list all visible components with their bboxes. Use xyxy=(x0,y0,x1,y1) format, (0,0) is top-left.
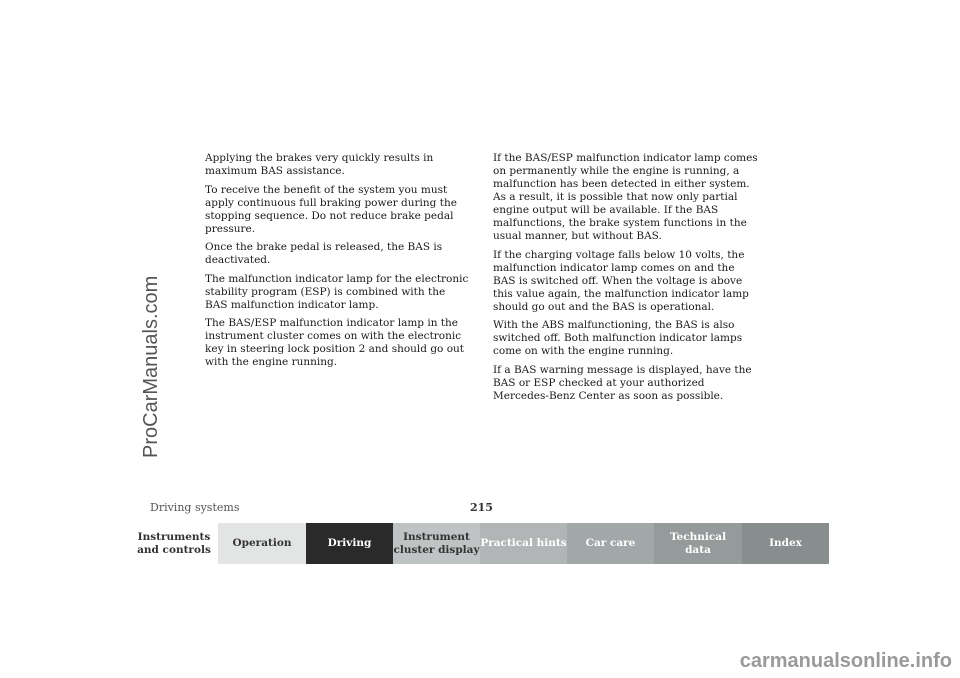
section-title: Driving systems xyxy=(150,501,240,514)
paragraph: If the BAS/ESP malfunction indicator lamp comes on permanently while the engine is running, a malfunction has been detected in either system. As a result, it is possible that now only partial engine output will be available. If the BAS malfunctions, the brake system functions in the usual manner, but without BAS. xyxy=(493,152,758,242)
paragraph: If a BAS warning message is displayed, have the BAS or ESP checked at your authorized Mercedes-Benz Center as soon as possible. xyxy=(493,363,752,402)
paragraph: With the ABS malfunctioning, the BAS is also switched off. Both malfunction indicator lamps come on with the engine running. xyxy=(493,319,743,357)
paragraph: Once the brake pedal is released, the BAS is deactivated. xyxy=(205,241,443,266)
right-text-column xyxy=(493,152,758,408)
paragraph: Applying the brakes very quickly results in maximum BAS assistance. xyxy=(205,152,434,177)
left-text-column xyxy=(205,152,470,375)
page-number: 215 xyxy=(470,501,493,514)
tab-index[interactable]: Index xyxy=(742,523,829,564)
side-watermark: ProCarManuals.com xyxy=(140,275,162,458)
tab-instrument-cluster-display[interactable]: Instrument cluster display xyxy=(393,523,480,564)
tab-operation[interactable]: Operation xyxy=(218,523,306,564)
paragraph: To receive the benefit of the system you must apply continuous full braking power during the stopping sequence. Do not reduce brake pedal pressure. xyxy=(205,183,457,235)
chapter-tabs xyxy=(130,523,829,564)
paragraph: The BAS/ESP malfunction indicator lamp in the instrument cluster comes on with the electronic key in steering lock position 2 and should go out with the engine running. xyxy=(205,317,465,368)
tab-technical-data[interactable]: Technical data xyxy=(654,523,742,564)
tab-driving[interactable]: Driving xyxy=(306,523,393,564)
paragraph: If the charging voltage falls below 10 volts, the malfunction indicator lamp comes on and the BAS is switched off. When the voltage is above this value again, the malfunction indicator lamp should go out and the BAS is operational. xyxy=(493,248,749,313)
tab-practical-hints[interactable]: Practical hints xyxy=(480,523,567,564)
tab-instruments-and-controls[interactable]: Instruments and controls xyxy=(130,523,218,564)
footer-watermark: carmanualsonline.info xyxy=(739,650,952,672)
paragraph: The malfunction indicator lamp for the electronic stability program (ESP) is combined with the BAS malfunction indicator lamp. xyxy=(205,272,469,311)
tab-car-care[interactable]: Car care xyxy=(567,523,654,564)
